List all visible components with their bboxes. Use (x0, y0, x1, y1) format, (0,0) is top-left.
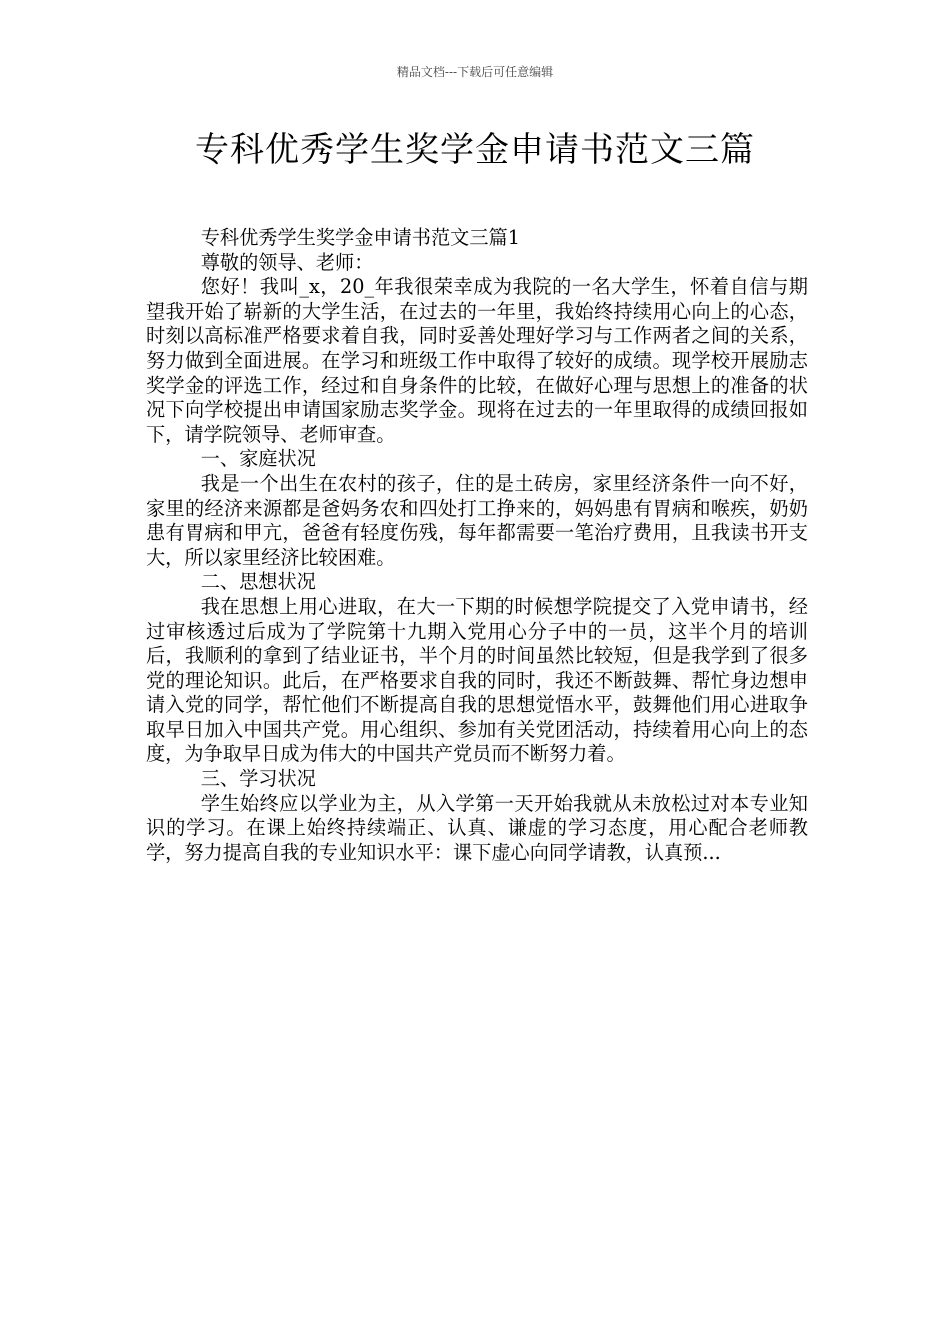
paragraph-intro: 您好！我叫_x，20_年我很荣幸成为我院的一名大学生，怀着自信与期望我开始了崭新的大学生活，在过去的一年里，我始终持续用心向上的心态，时刻以高标准严格要求着自我，同时妥善处理好学习与工作两者之间的关系，努力做到全面进展。在学习和班级工作中取得了较好的成绩。现学校开展励志奖学金的评选工作，经过和自身条件的比较，在做好心理与思想上的准备的状况下向学校提出申请国家励志奖学金。现将在过去的一年里取得的成绩回报如下，请学院领导、老师审查。 (146, 275, 808, 446)
salutation: 尊敬的领导、老师： (200, 250, 374, 274)
section-heading-study: 三、学习状况 (200, 767, 316, 791)
page-header-note: 精品文档---下载后可任意编辑 (396, 65, 554, 79)
section-heading-family: 一、家庭状况 (200, 447, 316, 471)
section-heading-article-1: 专科优秀学生奖学金申请书范文三篇1 (200, 226, 520, 249)
section-heading-thought: 二、思想状况 (200, 570, 316, 594)
document-body (146, 226, 808, 865)
paragraph-study: 学生始终应以学业为主，从入学第一天开始我就从未放松过对本专业知识的学习。在课上始终持续端正、认真、谦虚的学习态度，用心配合老师教学，努力提高自我的专业知识水平：课下虚心向同学请教，认真预... (146, 791, 808, 864)
paragraph-family: 我是一个出生在农村的孩子，住的是土砖房，家里经济条件一向不好，家里的经济来源都是爸妈务农和四处打工挣来的，妈妈患有胃病和喉疾，奶奶患有胃病和甲亢，爸爸有轻度伤残，每年都需要一笔治疗费用，且我读书开支大，所以家里经济比较困难。 (146, 471, 808, 569)
paragraph-thought: 我在思想上用心进取，在大一下期的时候想学院提交了入党申请书，经过审核透过后成为了学院第十九期入党用心分子中的一员，这半个月的培训后，我顺利的拿到了结业证书，半个月的时间虽然比较短，但是我学到了很多党的理论知识。此后，在严格要求自我的同时，我还不断鼓舞、帮忙身边想申请入党的同学，帮忙他们不断提高自我的思想觉悟水平，鼓舞他们用心进取争取早日加入中国共产党。用心组织、参加有关党团活动，持续着用心向上的态度，为争取早日成为伟大的中国共产党员而不断努力着。 (146, 594, 808, 766)
document-title: 专科优秀学生奖学金申请书范文三篇 (195, 130, 755, 170)
